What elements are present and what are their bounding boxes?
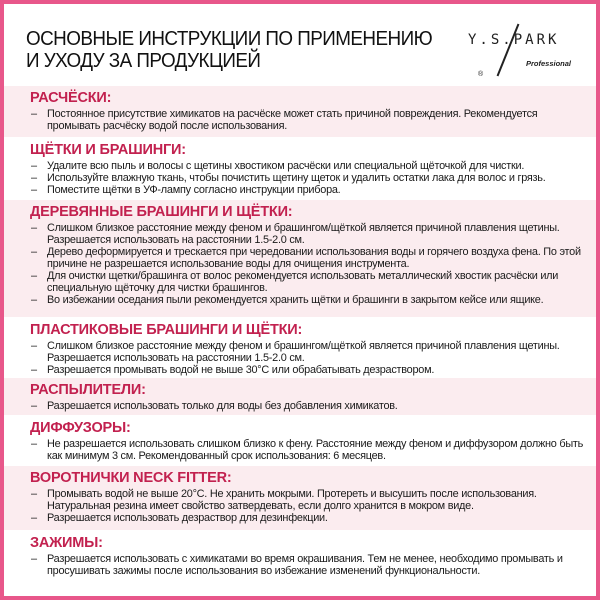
- section-diffusers: [4, 416, 596, 465]
- section-heading: РАСПЫЛИТЕЛИ:: [30, 382, 146, 398]
- section-brushes: [4, 138, 596, 199]
- list-item: – Используйте влажную ткань, чтобы почистить щетину щеток и удалить остатки лака для волос и грязь.: [30, 172, 584, 184]
- logo-brand-text: Y.S.PARK: [468, 32, 560, 48]
- instruction-list: [30, 160, 584, 196]
- list-item: – Слишком близкое расстояние между феном и брашингом/щёткой является причиной плавления щетины. Разрешается использовать на расстоянии 1.5-2.0 см.: [30, 222, 584, 246]
- section-neck-fitter: [4, 466, 596, 530]
- section-heading: ВОРОТНИЧКИ NECK FITTER:: [30, 470, 232, 486]
- instruction-list: [30, 488, 584, 524]
- instruction-list: [30, 340, 584, 376]
- list-item: – Дерево деформируется и трескается при чередовании использования воды и горячего воздуха фена. По этой причине не разрешается использование воды для очищения инструмента.: [30, 246, 584, 270]
- page-title: [26, 28, 504, 72]
- list-item: – Для очистки щетки/брашинга от волос рекомендуется использовать металлический хвостик расчёски или специальную щёточку для чистки брашингов.: [30, 270, 584, 294]
- instruction-list: [30, 438, 584, 462]
- section-sprayers: [4, 378, 596, 415]
- list-item: – Не разрешается использовать слишком близко к фену. Расстояние между феном и диффузором должно быть как минимум 3 см. Рекомендованный срок использования: 6 месяцев.: [30, 438, 584, 462]
- logo-subtitle: Professional: [526, 59, 572, 68]
- list-item: – Во избежании оседания пыли рекомендуется хранить щётки и брашинги в закрытом кейсе или ящике.: [30, 294, 584, 306]
- registered-icon: ®: [478, 71, 484, 78]
- list-item: – Слишком близкое расстояние между феном и брашингом/щёткой является причиной плавления щетины. Разрешается использовать на расстоянии 1.5-2.0 см.: [30, 340, 584, 364]
- list-item: – Разрешается использовать дезраствор для дезинфекции.: [30, 512, 584, 524]
- section-heading: ДЕРЕВЯННЫЕ БРАШИНГИ И ЩЁТКИ:: [30, 204, 293, 220]
- section-heading: РАСЧЁСКИ:: [30, 90, 112, 106]
- instruction-list: [30, 222, 584, 306]
- section-wooden-brushes: [4, 200, 596, 317]
- instruction-list: [30, 553, 584, 577]
- title-line-1: ОСНОВНЫЕ ИНСТРУКЦИИ ПО ПРИМЕНЕНИЮ: [26, 27, 433, 50]
- section-heading: ДИФФУЗОРЫ:: [30, 420, 131, 436]
- list-item: – Удалите всю пыль и волосы с щетины хвостиком расчёски или специальной щёточкой для чистки.: [30, 160, 584, 172]
- section-clips: [4, 531, 596, 591]
- list-item: – Разрешается использовать с химикатами во время окрашивания. Тем не менее, необходимо промывать и просушивать зажимы после использования во избежание изменений функциональности.: [30, 553, 584, 577]
- list-item: – Разрешается использовать только для воды без добавления химикатов.: [30, 400, 584, 412]
- instruction-list: [30, 400, 584, 412]
- list-item: – Разрешается промывать водой не выше 30°C или обрабатывать дезраствором.: [30, 364, 584, 376]
- brand-logo: [452, 22, 582, 82]
- section-heading: ПЛАСТИКОВЫЕ БРАШИНГИ И ЩЁТКИ:: [30, 322, 303, 338]
- section-heading: ЗАЖИМЫ:: [30, 535, 103, 551]
- instruction-list: [30, 108, 584, 132]
- section-combs: [4, 86, 596, 137]
- title-line-2: И УХОДУ ЗА ПРОДУКЦИЕЙ: [26, 49, 261, 72]
- list-item: – Промывать водой не выше 20°C. Не хранить мокрыми. Протереть и высушить после использования. Натуральная резина имеет свойство затвердевать, если долго хранится в мокром виде.: [30, 488, 584, 512]
- list-item: – Постоянное присутствие химикатов на расчёске может стать причиной повреждения. Рекомендуется промывать расчёску водой после использования.: [30, 108, 584, 132]
- section-heading: ЩЁТКИ И БРАШИНГИ:: [30, 142, 186, 158]
- section-plastic-brushes: [4, 318, 596, 377]
- list-item: – Поместите щётки в УФ-лампу согласно инструкции прибора.: [30, 184, 584, 196]
